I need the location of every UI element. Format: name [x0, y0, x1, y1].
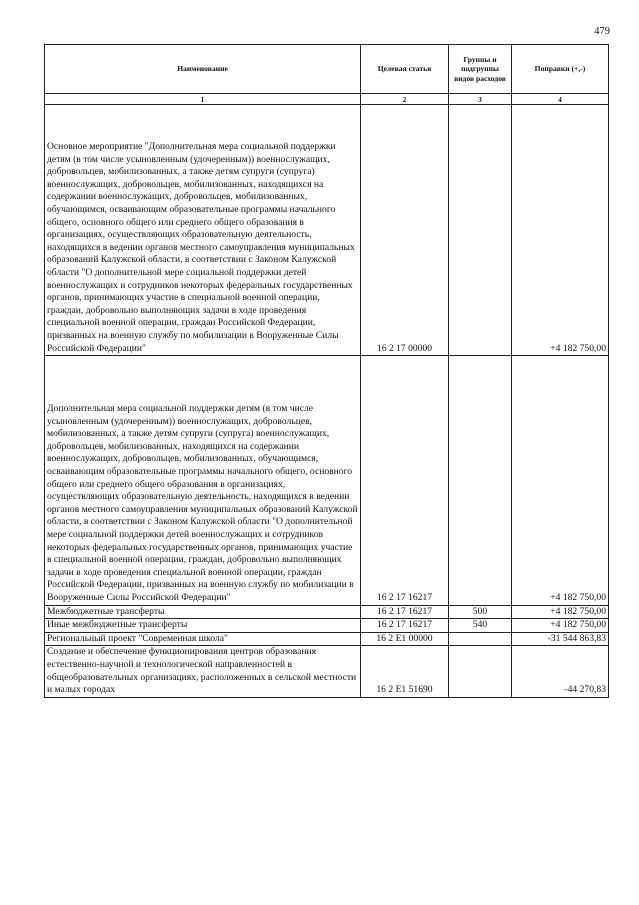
row-amount: +4 182 750,00: [512, 105, 609, 356]
row-name: Дополнительная мера социальной поддержки детям (в том числе усыновленным (удочеренным)) военнослужащих, добровольцев, мобилизованных, а также детям супруги (супруга) военнослужащих, добровольцев, мобилизованных, находящихся на содержании военнослужащих, добровольцев, мобилизованных, обучающимся, осваивающим образовательные программы начального общего, основного общего или среднего общего образования в организациях, осуществляющих образовательную деятельность, находящихся в ведении органов местного самоуправления муниципальных образований Калужской области, в соответствии с Законом Калужской области "О дополнительной мере социальной поддержки детей военнослужащих и сотрудников некоторых федеральных государственных органов, принимающих участие в специальной военной операции, граждан, добровольно выполняющих задачи в ходе проведения специальной военной операции, граждан Российской Федерации, призванных на военную службу по мобилизации в Вооруженные Силы Российской Федерации": [45, 356, 361, 606]
column-number: 2: [361, 94, 449, 105]
row-expense-group: [449, 105, 512, 356]
header-amendment: Поправки (+,-): [512, 45, 609, 94]
table-row: [45, 619, 609, 633]
budget-amendments-table: [44, 44, 609, 698]
header-expense-group: Группы и подгруппы видов расходов: [449, 45, 512, 94]
row-amount: +4 182 750,00: [512, 356, 609, 606]
row-name: Создание и обеспечение функционирования центров образования естественно-научной и технологической направленностей в общеобразовательных организациях, расположенных в сельской местности и малых городах: [45, 646, 361, 697]
table-row: [45, 105, 609, 356]
table-row: [45, 646, 609, 697]
row-expense-group: [449, 632, 512, 646]
column-number: 1: [45, 94, 361, 105]
row-expense-group: 540: [449, 619, 512, 633]
table-row: [45, 605, 609, 619]
table-header-row: [45, 45, 609, 94]
row-name: Межбюджетные трансферты: [45, 605, 361, 619]
row-target-code: 16 2 17 16217: [361, 356, 449, 606]
row-expense-group: [449, 646, 512, 697]
row-amount: +4 182 750,00: [512, 619, 609, 633]
row-amount: -31 544 863,83: [512, 632, 609, 646]
page-number: 479: [594, 26, 610, 37]
row-name: Региональный проект "Современная школа": [45, 632, 361, 646]
row-expense-group: 500: [449, 605, 512, 619]
column-number: 3: [449, 94, 512, 105]
header-target-article: Целевая статья: [361, 45, 449, 94]
row-expense-group: [449, 356, 512, 606]
row-target-code: 16 2 E1 00000: [361, 632, 449, 646]
row-target-code: 16 2 17 16217: [361, 619, 449, 633]
table-row: [45, 356, 609, 606]
row-target-code: 16 2 17 16217: [361, 605, 449, 619]
row-target-code: 16 2 E1 51690: [361, 646, 449, 697]
column-number-row: [45, 94, 609, 105]
row-name: Иные межбюджетные трансферты: [45, 619, 361, 633]
row-amount: -44 270,83: [512, 646, 609, 697]
row-amount: +4 182 750,00: [512, 605, 609, 619]
row-target-code: 16 2 17 00000: [361, 105, 449, 356]
row-name: Основное мероприятие "Дополнительная мера социальной поддержки детям (в том числе усыновленным (удочеренным)) военнослужащих, добровольцев, мобилизованных, а также детям супруги (супруга) военнослужащих, добровольцев, мобилизованных, находящихся на содержании военнослужащих, добровольцев, мобилизованных, обучающимся, осваивающим образовательные программы начального общего, основного общего или среднего общего образования в организациях, осуществляющих образовательную деятельность, находящихся в ведении органов местного самоуправления муниципальных образований Калужской области, в соответствии с Законом Калужской области "О дополнительной мере социальной поддержки детей военнослужащих и сотрудников некоторых федеральных государственных органов, принимающих участие в специальной военной операции, граждан, добровольно выполняющих задачи в ходе проведения специальной военной операции, граждан Российской Федерации, призванных на военную службу по мобилизации в Вооруженные Силы Российской Федерации": [45, 105, 361, 356]
column-number: 4: [512, 94, 609, 105]
header-name: Наименование: [45, 45, 361, 94]
table-row: [45, 632, 609, 646]
